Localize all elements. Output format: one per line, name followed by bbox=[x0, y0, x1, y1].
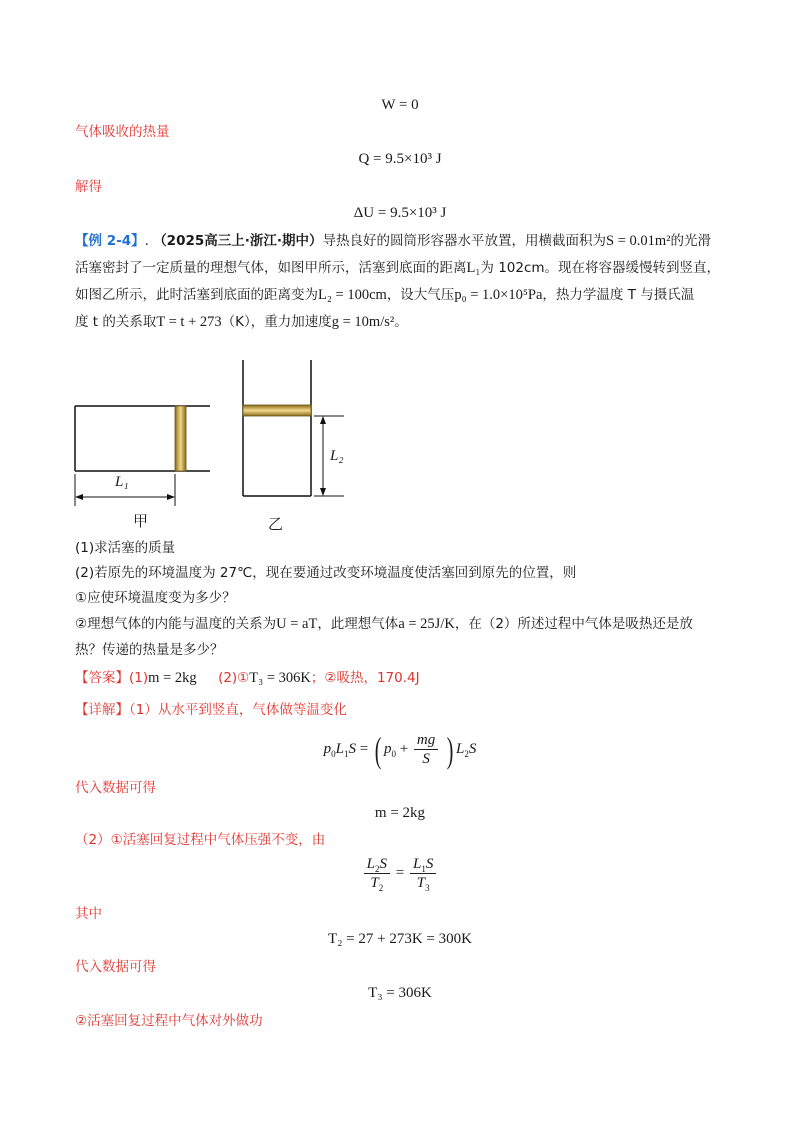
work-equation: W = 0 bbox=[381, 97, 419, 113]
l1-figure-label: L₁ bbox=[115, 474, 129, 490]
example-line-1: 【例 2-4】. （2025高三上·浙江·期中）导热良好的圆筒形容器水平放置，用横截面积为S = 0.01m²的光滑 bbox=[75, 233, 712, 249]
question-2a: ①应使环境温度变为多少？ bbox=[75, 590, 236, 606]
isothermal-equation: $p_0L_1S$ = ( $p_0$ + $\frac{mg}{S}$ ) $L_2S$ bbox=[323, 729, 477, 770]
example-line-4: 度 t 的关系取T = t + 273（K），重力加速度g = 10m/s²。 bbox=[75, 314, 408, 330]
horizontal-container bbox=[75, 406, 210, 506]
among-label: 其中 bbox=[75, 906, 102, 922]
detail-line-1: 【详解】（1）从水平到竖直，气体做等温变化 bbox=[75, 702, 347, 718]
isobaric-equation: $\frac{L_2S}{T_2}$ = $\frac{L_1S}{T_3}$ bbox=[0, 852, 800, 894]
a-value: a = 25J/K bbox=[398, 616, 455, 632]
figure-label-jia: 甲 bbox=[133, 512, 149, 530]
internal-energy-relation: U = aT bbox=[276, 616, 318, 632]
temperature-relation: T = t + 273 bbox=[156, 314, 222, 330]
question-2: (2)若原先的环境温度为 27℃，现在要通过改变环境温度使活塞回到原先的位置，则 bbox=[75, 565, 577, 581]
example-line-3: 如图乙所示，此时活塞到底面的距离变为L₂ = 100cm，设大气压p₀ = 1.0×10⁵Pa，热力学温度 T 与摄氏温 bbox=[75, 287, 695, 303]
t3-equation: T₃ = 306K bbox=[368, 985, 432, 1001]
answer-temperature: T₃ = 306K bbox=[249, 670, 311, 686]
solve-label: 解得 bbox=[75, 179, 102, 195]
container-figure bbox=[0, 0, 800, 540]
heat-label: 气体吸收的热量 bbox=[75, 124, 170, 140]
internal-energy-equation: ΔU = 9.5×10³ J bbox=[353, 205, 447, 221]
l2-value: L₂ = 100cm bbox=[318, 287, 387, 303]
detail-step-2: （2）①活塞回复过程中气体压强不变，由 bbox=[75, 832, 326, 848]
substitute-label-2: 代入数据可得 bbox=[75, 959, 156, 975]
question-2b-line-1: ②理想气体的内能与温度的关系为U = aT，此理想气体a = 25J/K，在（2）所述过程中气体是吸热还是放 bbox=[75, 616, 693, 632]
vertical-container bbox=[243, 360, 344, 496]
mass-equation: m = 2kg bbox=[374, 805, 426, 821]
area-value: S = 0.01m² bbox=[606, 233, 671, 249]
work-label: ②活塞回复过程中气体对外做功 bbox=[75, 1013, 263, 1029]
heat-equation: Q = 9.5×10³ J bbox=[358, 151, 442, 167]
piston-vertical bbox=[243, 405, 311, 416]
l1-symbol: L₁ bbox=[466, 260, 481, 276]
figure-label-yi: 乙 bbox=[268, 515, 284, 533]
answer-line: 【答案】(1)m = 2kg (2)①T₃ = 306K；②吸热，170.4J bbox=[75, 670, 420, 686]
t2-equation: T₂ = 27 + 273K = 300K bbox=[328, 931, 472, 947]
gravity-value: g = 10m/s² bbox=[331, 314, 395, 330]
detail-tag: 【详解】 bbox=[75, 702, 129, 718]
pressure-value: p₀ = 1.0×10⁵Pa bbox=[454, 287, 543, 303]
answer-tag: 【答案】 bbox=[75, 670, 129, 686]
l2-figure-label: L₂ bbox=[330, 448, 344, 464]
substitute-label-1: 代入数据可得 bbox=[75, 780, 156, 796]
question-1: (1)求活塞的质量 bbox=[75, 540, 176, 556]
example-source: （2025高三上·浙江·期中） bbox=[153, 233, 323, 249]
question-2b-line-2: 热？传递的热量是多少？ bbox=[75, 642, 224, 658]
example-tag: 【例 2-4】 bbox=[75, 233, 145, 249]
answer-mass: m = 2kg bbox=[148, 670, 197, 686]
piston-horizontal bbox=[175, 406, 186, 471]
example-line-2: 活塞密封了一定质量的理想气体，如图甲所示，活塞到底面的距离L₁为 102cm。现在将容器缓慢转到竖直， bbox=[75, 260, 721, 276]
